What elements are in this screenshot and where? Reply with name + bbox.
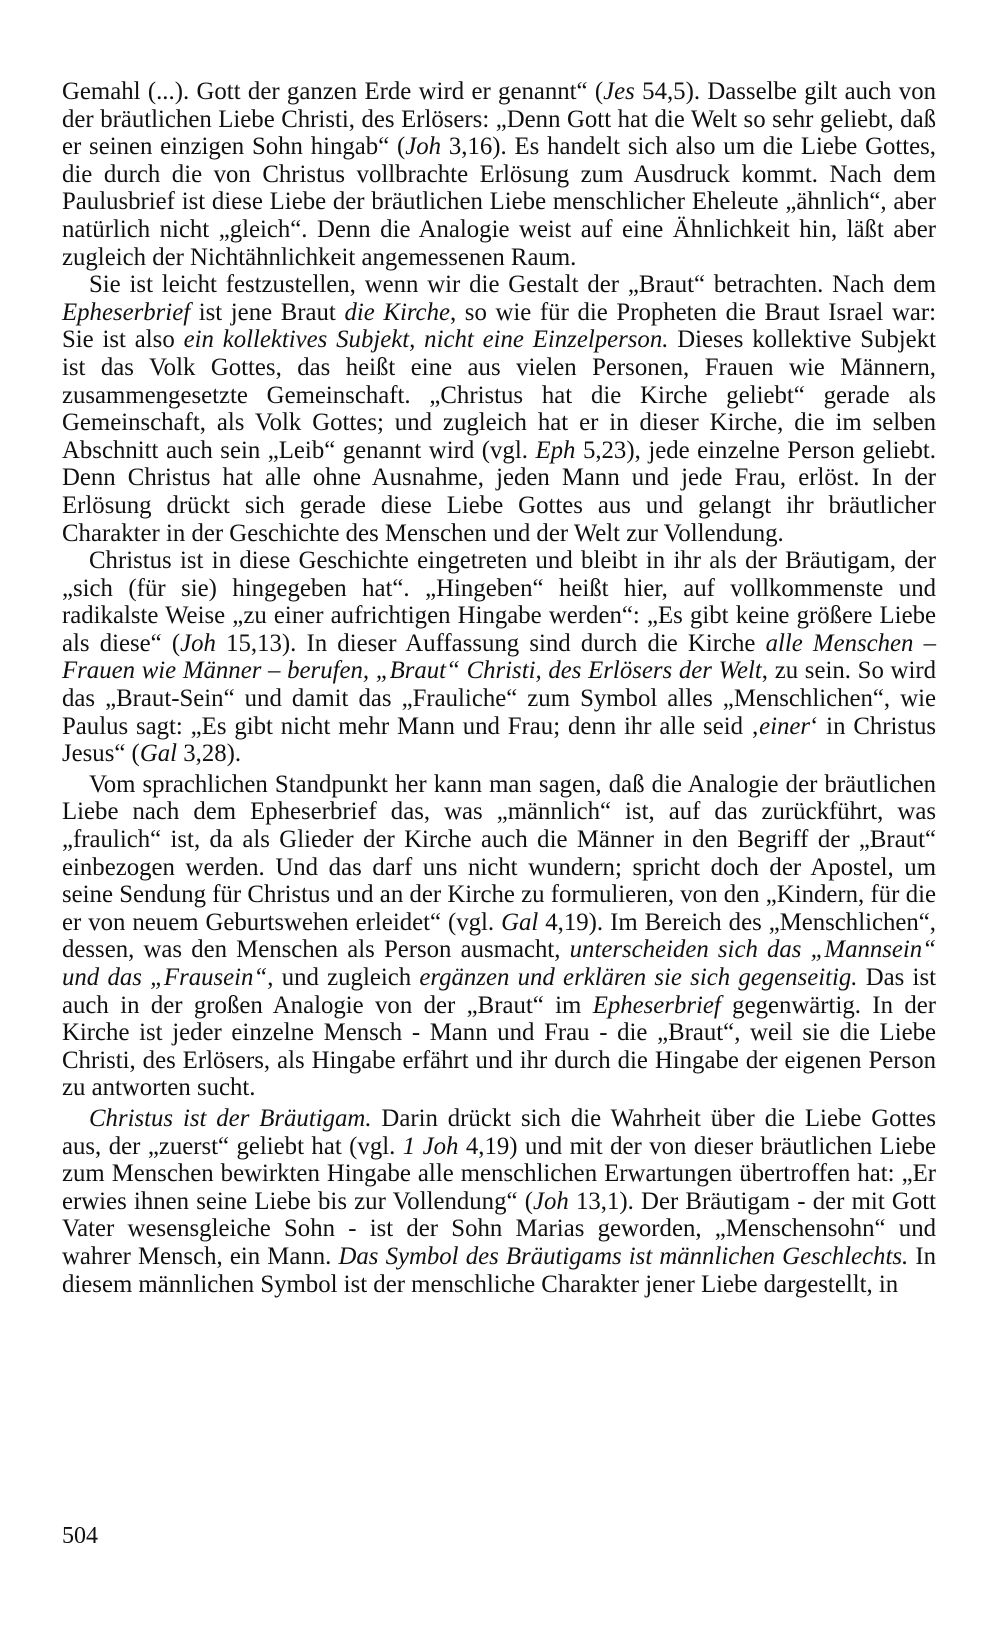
text-run: Das ist auch in der großen Analogie von der „Braut“ im bbox=[62, 964, 936, 1019]
text-run: 15,13). In dieser Auffassung sind durch die Kirche bbox=[215, 629, 766, 657]
text-run: 4,19). Im Bereich des „Menschlichen“, dessen, was den Menschen als Person ausmacht, bbox=[62, 908, 937, 964]
text-run: In diesem männlichen Symbol ist der menschliche Charakter jener Liebe dargestellt, in bbox=[62, 1242, 937, 1298]
text-run: , so wie für die Propheten die Braut Israel war: Sie ist also bbox=[62, 298, 937, 354]
text-run: Christus ist in diese Geschichte eingetreten und bleibt in ihr als der Bräutigam, der „sich (für sie) hingegeben hat“. „Hingeben“ heißt hier, auf vollkommenste und radikalste Weise „zu einer aufrichtigen Hingabe werden“: „Es gibt keine größere Liebe als diese“ ( bbox=[62, 547, 936, 657]
italic-run: Joh bbox=[405, 133, 442, 161]
text-run: , und zugleich bbox=[267, 964, 420, 991]
italic-run: unterscheiden sich das „Mannsein“ und das „Frausein“ bbox=[62, 936, 936, 991]
paragraph-3 bbox=[62, 547, 936, 768]
italic-run: Jes bbox=[603, 78, 635, 105]
text-run: 13,1). Der Bräutigam - der mit Gott Vater wesensgleiche Sohn - ist der Sohn Marias geworden, „Menschensohn“ und wahrer Mensch, ein Mann. bbox=[62, 1187, 936, 1270]
paragraph-4 bbox=[62, 771, 936, 1102]
italic-run: Epheserbrief bbox=[62, 298, 191, 326]
italic-run: 1 Joh bbox=[402, 1132, 459, 1160]
text-run: 3,28). bbox=[177, 740, 242, 768]
text-run: ist jene Braut bbox=[190, 298, 345, 326]
text-run: Vom sprachlichen Standpunkt her kann man sagen, daß die Analogie der bräutlichen Liebe nach dem Epheserbrief das, was „männlich“ ist, auf das zurückführt, was „fraulich“ ist, da als Glieder der Kirche auch die Männer in den Begriff der „Braut“ einbezogen werden. Und das darf uns nicht wundern; spricht doch der Apostel, um seine Sendung für Christus und an der Kirche zu formulieren, von den „Kindern, für die er von neuem Geburtswehen erleidet“ (vgl. bbox=[62, 770, 936, 936]
text-run: Gemahl (...). Gott der ganzen Erde wird er genannt“ ( bbox=[62, 78, 604, 105]
text-run: Dieses kollektive Subjekt ist das Volk Gottes, das heißt eine aus vielen Personen, Frauen wie Männern, zusammengesetzte Gemeinschaft. „Christus hat die Kirche geliebt“ gerade als Gemeinschaft, als Volk Gottes; und zugleich hat er in dieser Kirche, die im selben Abschnitt auch sein „Leib“ genannt wird (vgl. bbox=[62, 326, 936, 464]
text-run: 4,19) und mit der von dieser bräutlichen Liebe zum Menschen bewirkten Hingabe alle menschlichen Erwartungen übertroffen hat: „Er erwies ihnen seine Liebe bis zur Vollendung“ ( bbox=[62, 1132, 936, 1215]
text-run: 5,23), jede einzelne Person geliebt. Denn Christus hat alle ohne Ausnahme, jeden Mann und jede Frau, erlöst. In der Erlösung drückt sich gerade diese Liebe Gottes aus und gelangt ihr bräutlicher Charakter in der Geschichte des Menschen und der Welt zur Vollendung. bbox=[62, 436, 936, 547]
italic-run: Eph bbox=[535, 436, 576, 464]
page-body bbox=[62, 78, 936, 1298]
italic-run: Joh bbox=[532, 1187, 569, 1215]
paragraph-1 bbox=[62, 78, 936, 271]
italic-run: alle Menschen – Frauen wie Männer – berufen, „Braut“ Christi, des Erlösers der Welt bbox=[62, 629, 936, 685]
italic-run: Gal bbox=[501, 908, 539, 936]
paragraph-5 bbox=[62, 1105, 936, 1298]
italic-run: Das Symbol des Bräutigams ist männlichen Geschlechts. bbox=[338, 1242, 909, 1270]
italic-run: ein kollektives Subjekt, nicht eine Einzelperson. bbox=[183, 326, 669, 354]
text-run: 54,5). Dasselbe gilt auch von der bräutlichen Liebe Christi, des Erlösers: „Denn Gott hat die Welt so sehr geliebt, daß er seinen einzigen Sohn hingab“ ( bbox=[62, 78, 936, 161]
italic-run: Gal bbox=[139, 740, 178, 768]
text-run: , zu sein. So wird das „Braut-Sein“ und damit das „Frauliche“ zum Symbol alles „Menschlichen“, wie Paulus sagt: „Es gibt nicht mehr Mann und Frau; denn ihr alle seid ‚ bbox=[62, 657, 936, 740]
text-run: ‘ in Christus Jesus“ ( bbox=[62, 712, 936, 768]
text-run: Sie ist leicht festzustellen, wenn wir die Gestalt der „Braut“ betrachten. Nach dem bbox=[89, 271, 936, 299]
page-number: 504 bbox=[62, 1523, 98, 1549]
italic-run: einer bbox=[759, 712, 811, 740]
text-run: Darin drückt sich die Wahrheit über die Liebe Gottes aus, der „zuerst“ geliebt hat (vgl. bbox=[62, 1104, 936, 1160]
paragraph-2 bbox=[62, 271, 936, 547]
italic-run: ergänzen und erklären sie sich gegenseitig. bbox=[419, 964, 858, 991]
text-run: gegenwärtig. In der Kirche ist jeder einzelne Mensch - Mann und Frau - die „Braut“, weil sie die Liebe Christi, des Erlösers, als Hingabe erfährt und ihr durch die Hingabe der eigenen Person zu antworten sucht. bbox=[62, 991, 937, 1102]
italic-run: die Kirche bbox=[344, 298, 450, 326]
italic-run: Epheserbrief bbox=[592, 991, 721, 1019]
italic-run: Christus ist der Bräutigam. bbox=[89, 1104, 372, 1132]
italic-run: Joh bbox=[180, 629, 216, 657]
text-run: 3,16). Es handelt sich also um die Liebe Gottes, die durch die von Christus vollbrachte Erlösung zum Ausdruck kommt. Nach dem Paulusbrief ist diese Liebe der bräutlichen Liebe menschlicher Eheleute „ähnlich“, aber natürlich nicht „gleich“. Denn die Analogie weist auf eine Ähnlichkeit hin, läßt aber zugleich der Nichtähnlichkeit angemessenen Raum. bbox=[62, 133, 937, 271]
